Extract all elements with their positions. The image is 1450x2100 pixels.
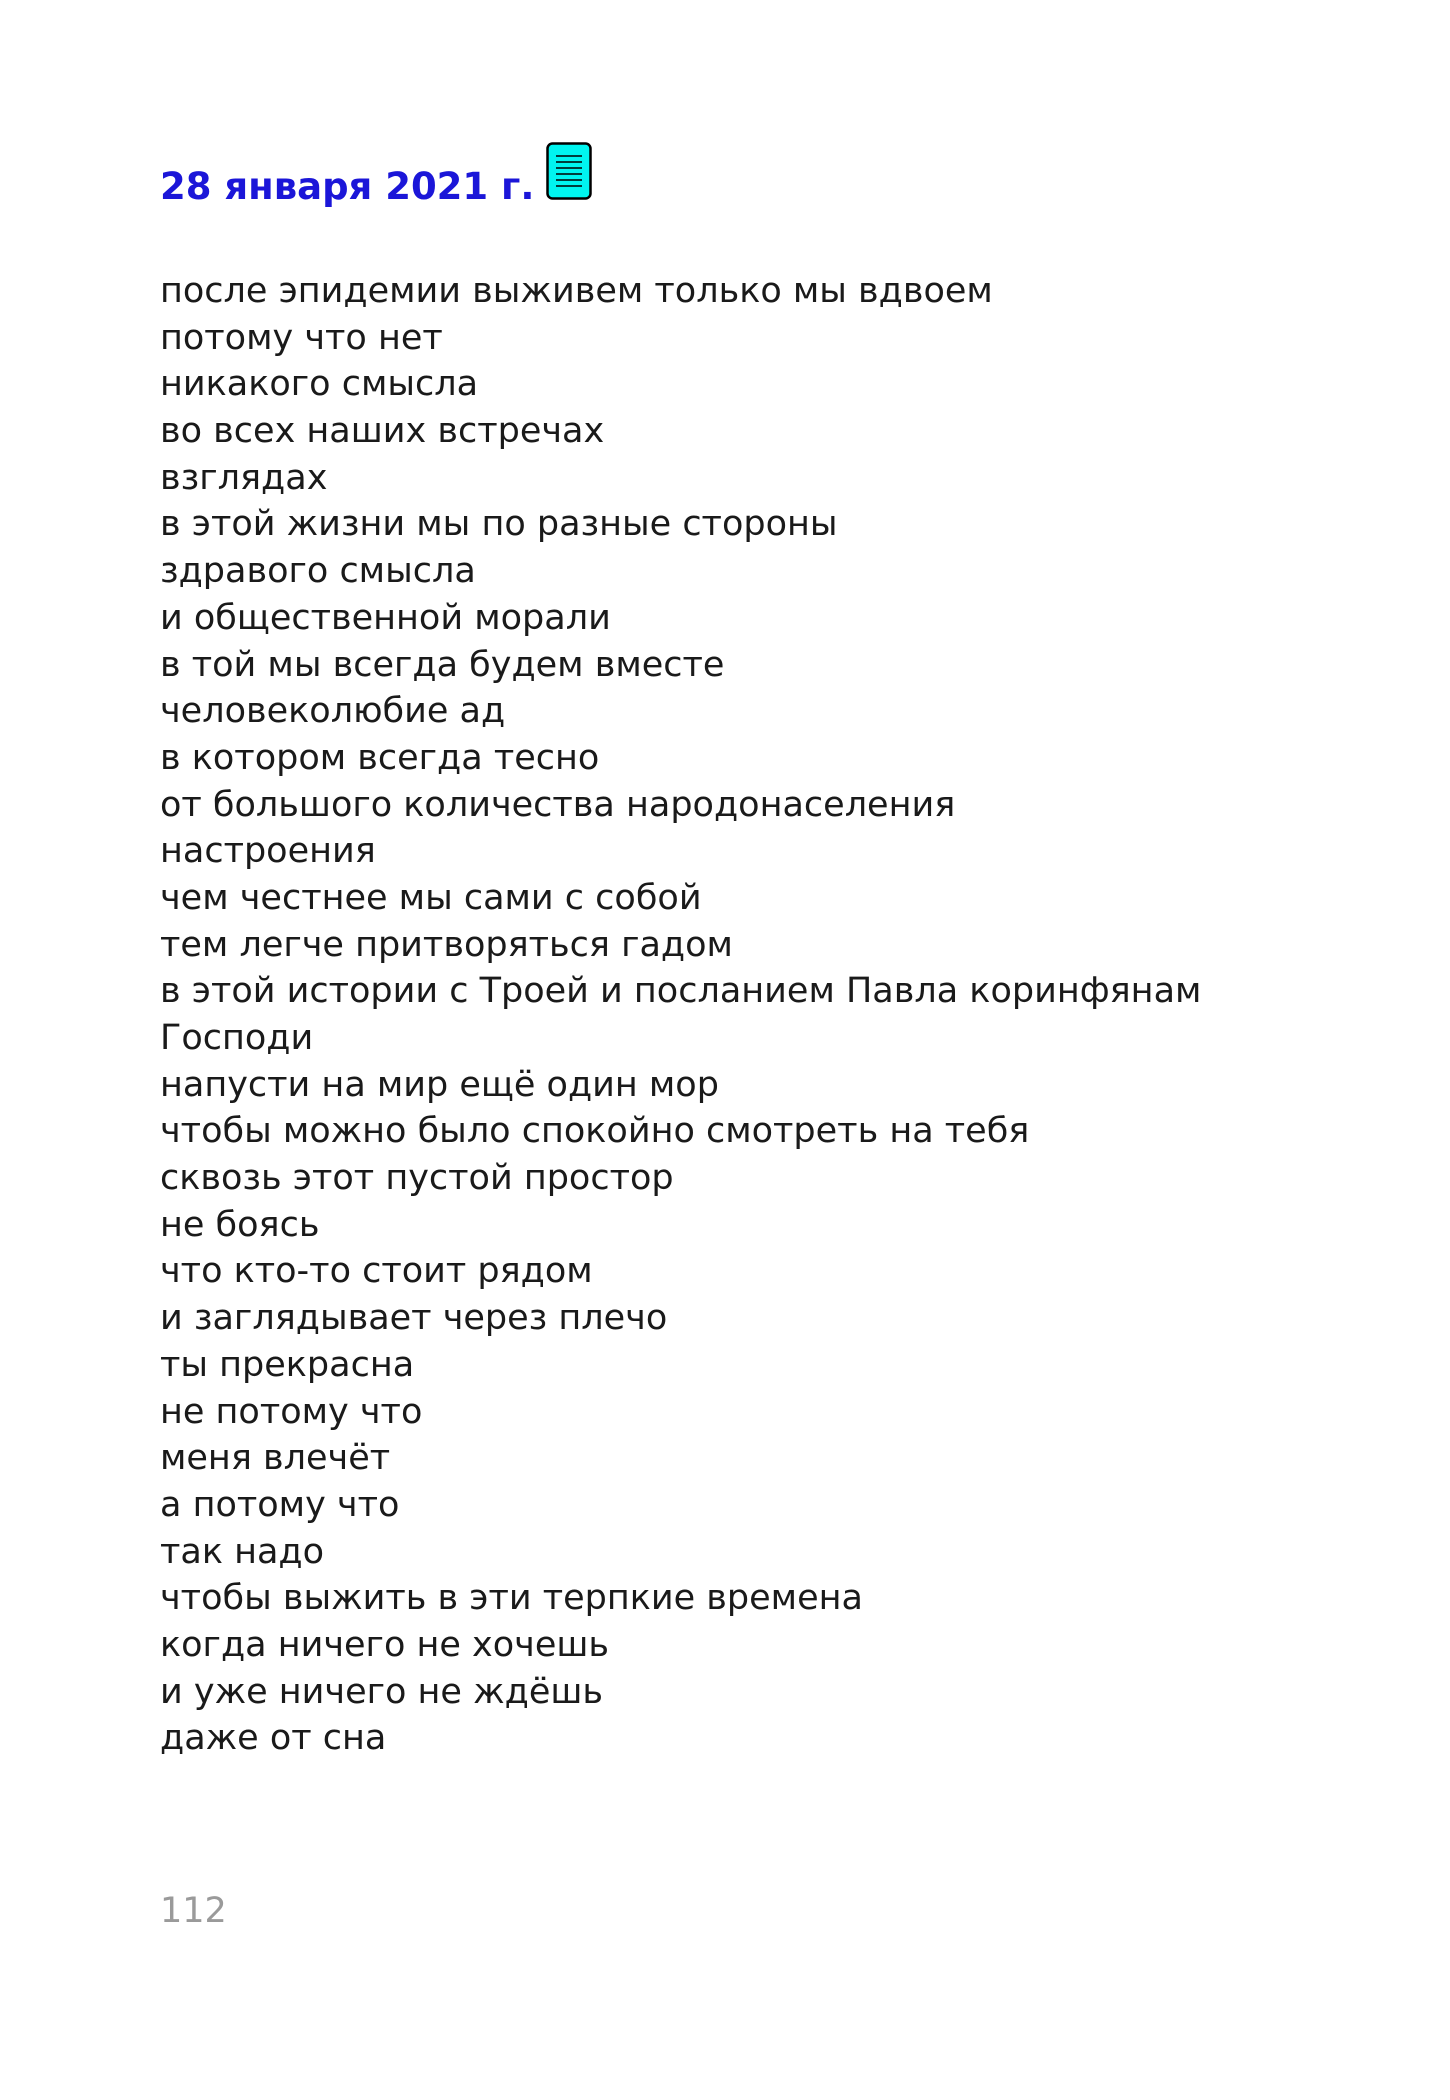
poem-line: здравого смысла xyxy=(160,551,476,592)
poem-line: и заглядывает через плечо xyxy=(160,1298,668,1339)
poem-line: что кто-то стоит рядом xyxy=(160,1251,593,1292)
poem-line: даже от сна xyxy=(160,1718,387,1759)
poem-line: во всех наших встречах xyxy=(160,411,605,452)
poem-line: после эпидемии выживем только мы вдвоем xyxy=(160,271,993,311)
poem-line: меня влечёт xyxy=(160,1438,391,1479)
poem-line: когда ничего не хочешь xyxy=(160,1624,610,1665)
poem-line: от большого количества народонаселения xyxy=(160,784,956,825)
poem-line: в этой жизни мы по разные стороны xyxy=(160,504,838,545)
poem-body xyxy=(160,268,1360,1762)
poem-line: тем легче притворяться гадом xyxy=(160,924,733,965)
poem-line: в той мы всегда будем вместе xyxy=(160,644,725,685)
poem-line: не боясь xyxy=(160,1204,320,1245)
poem-line: человеколюбие ад xyxy=(160,691,506,732)
poem-line: Господи xyxy=(160,1018,314,1058)
poem-line: напусти на мир ещё один мор xyxy=(160,1064,719,1105)
poem-line: чтобы можно было спокойно смотреть на тебя xyxy=(160,1111,1030,1152)
poem-line: не потому что xyxy=(160,1391,423,1432)
poem-line: а потому что xyxy=(160,1484,400,1525)
poem-line: в этой истории с Троей и посланием Павла коринфянам xyxy=(160,971,1202,1012)
poem-line: и общественной морали xyxy=(160,597,611,638)
entry-date[interactable]: 28 января 2021 г. xyxy=(160,165,535,208)
page-number: 112 xyxy=(160,1891,227,1931)
poem-line: взглядах xyxy=(160,457,328,498)
poem-line: в котором всегда тесно xyxy=(160,737,600,778)
poem-line: никакого смысла xyxy=(160,364,479,405)
poem-line: чем честнее мы сами с собой xyxy=(160,877,702,918)
document-icon[interactable] xyxy=(546,142,592,200)
poem-line: сквозь этот пустой простор xyxy=(160,1158,674,1199)
poem-line: потому что нет xyxy=(160,317,443,358)
poem-line: чтобы выжить в эти терпкие времена xyxy=(160,1578,863,1619)
poem-line: так надо xyxy=(160,1531,325,1572)
entry-header xyxy=(160,152,592,222)
poem-line: ты прекрасна xyxy=(160,1344,415,1385)
poem-line: настроения xyxy=(160,831,376,872)
poem-line: и уже ничего не ждёшь xyxy=(160,1671,604,1712)
